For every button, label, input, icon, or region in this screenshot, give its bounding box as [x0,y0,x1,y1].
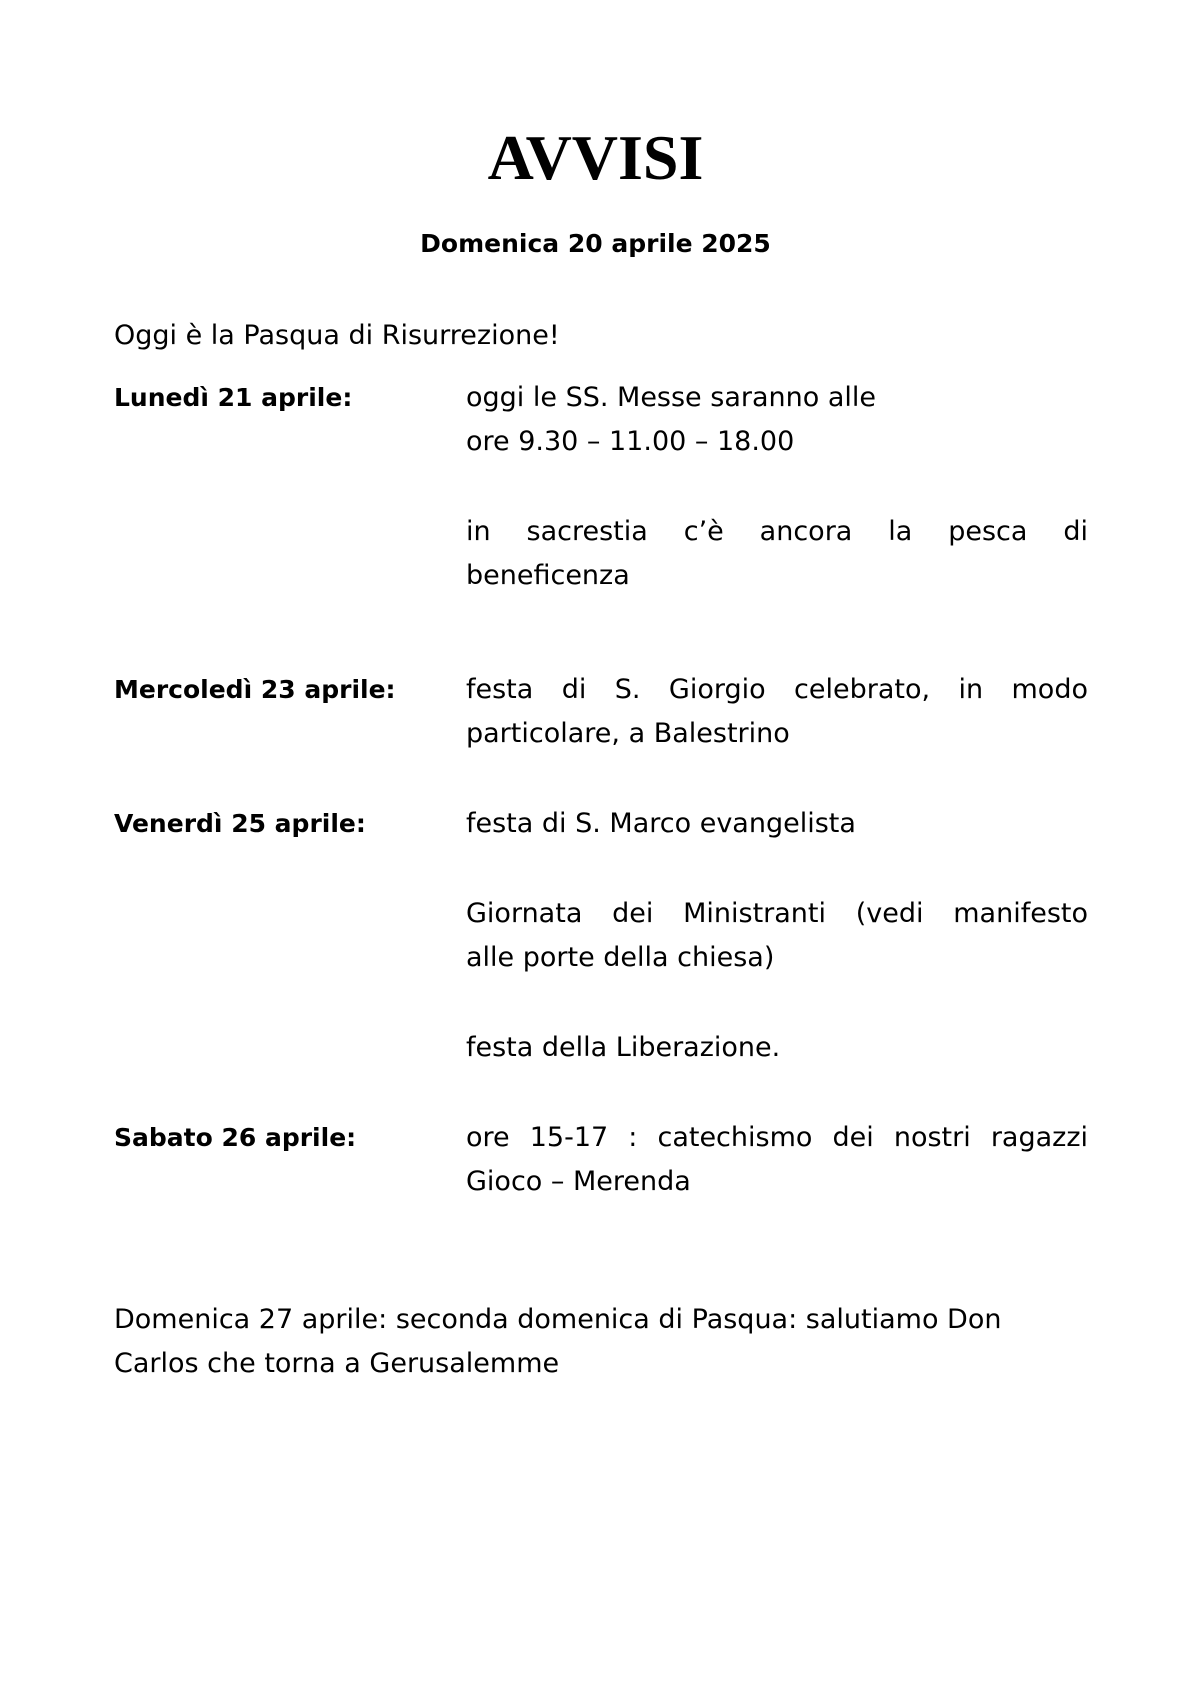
item-line: Gioco – Merenda [466,1166,691,1197]
entry-items [466,802,1088,1070]
item-line: ore 9.30 – 11.00 – 18.00 [466,426,795,457]
item-line: Giornata dei Ministranti (vedi manifesto [466,898,1088,929]
entry-day-label: Sabato 26 aprile: [114,1123,357,1152]
item-line: beneficenza [466,560,630,591]
notice-date: Domenica 20 aprile 2025 [420,229,771,258]
entry-item [466,376,1088,464]
item-line: in sacrestia c’è ancora la pesca di [466,516,1088,547]
entry-day-label: Venerdì 25 aprile: [114,809,366,838]
entry-items [466,668,1088,756]
entry-item [466,1026,1088,1070]
item-line: festa di S. Giorgio celebrato, in modo [466,674,1088,705]
item-line: alle porte della chiesa) [466,942,775,973]
entry-item [466,802,1088,846]
item-line: festa della Liberazione. [466,1032,781,1063]
entry-items [466,1116,1088,1204]
closing-line: Carlos che torna a Gerusalemme [114,1348,560,1379]
entry-item [466,1116,1088,1204]
intro-text: Oggi è la Pasqua di Risurrezione! [114,320,560,351]
entry-day-label: Mercoledì 23 aprile: [114,675,396,704]
entry-item [466,892,1088,980]
item-line: oggi le SS. Messe saranno alle [466,382,876,413]
item-line: particolare, a Balestrino [466,718,790,749]
entry-item [466,668,1088,756]
entry-day-label: Lunedì 21 aprile: [114,383,353,412]
closing-line: Domenica 27 aprile: seconda domenica di Pasqua: salutiamo Don [114,1304,1002,1335]
entry-item [466,510,1088,598]
closing-note [114,1298,1094,1386]
item-line: festa di S. Marco evangelista [466,808,856,839]
page-title: AVVISI [487,122,704,193]
item-line: ore 15-17 : catechismo dei nostri ragazzi [466,1122,1088,1153]
entry-items [466,376,1088,598]
